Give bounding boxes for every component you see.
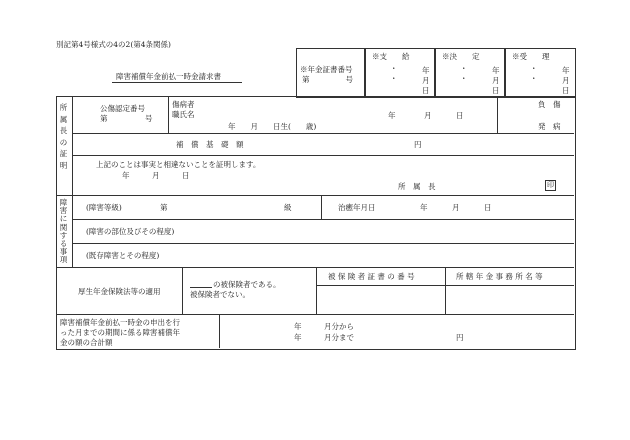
director-seal: 印 [547, 181, 554, 189]
decision-day: 日 [492, 86, 500, 95]
injury-label: 負 傷 [538, 100, 561, 109]
cert-date: 年 月 日 [122, 171, 190, 180]
form-title: 障害補償年金前払一時金請求書 [116, 72, 221, 81]
vline-injury [497, 96, 498, 133]
vline-total [219, 314, 220, 348]
receipt-year: 年 [562, 66, 570, 75]
title-underline [112, 82, 242, 83]
pension-office-header: 所 轄 年 金 事 務 所 名 等 [456, 272, 543, 281]
decision-dot-2: ・ [460, 74, 468, 83]
divider-grade-bottom [72, 219, 574, 220]
injury-month: 月 [424, 111, 432, 120]
pension-cert-no-label: ※年金証書番号 [300, 65, 353, 74]
vline-insured-cert [316, 267, 317, 314]
receipt-dot-2: ・ [530, 74, 538, 83]
total-label-line2: った月までの期間に係る障害補償年 [60, 328, 180, 337]
total-from-month: 月分から [324, 322, 354, 331]
divider-compensation-bottom [72, 155, 574, 156]
total-label-line1: 障害補償年金前払一時金の申出を行 [60, 318, 180, 327]
divider-disability-pension [56, 267, 574, 268]
grade-dai: 第 [160, 203, 168, 212]
vline-pension-law [182, 267, 183, 314]
compensation-yen: 円 [414, 140, 422, 149]
grade-kyu: 級 [284, 203, 292, 212]
vline-cert-no [168, 96, 169, 133]
payment-dot: ・ [390, 64, 398, 73]
decision-label: ※決 定 [442, 52, 480, 61]
total-to-month: 月分まで [324, 333, 354, 342]
total-yen: 円 [456, 333, 464, 342]
receipt-day: 日 [562, 86, 570, 95]
existing-disability-label: (既存障害とその程度) [86, 251, 160, 260]
divider-pension-total [56, 314, 574, 315]
cert-statement: 上記のことは事実と相違ないことを証明します。 [96, 160, 261, 169]
insured-no-text: 被保険者でない。 [190, 290, 250, 299]
vline-cured-date [321, 195, 322, 219]
pension-law-label: 厚生年金保険法等の適用 [78, 287, 161, 296]
director-section-label: 所 属 長 の 証 明 [59, 103, 68, 170]
cured-month: 月 [452, 203, 460, 212]
injury-day: 日 [456, 111, 464, 120]
birth-date-field[interactable]: 年 月 日生( 歳) [228, 122, 317, 131]
form-number: 別記第4号様式の4の2(第4条関係) [56, 40, 171, 49]
receipt-month: 月 [562, 76, 570, 85]
compensation-base-label: 補 償 基 礎 額 [176, 140, 244, 149]
divider-director-disability [56, 195, 574, 196]
vline-section-labels [72, 96, 73, 267]
receipt-dot: ・ [530, 64, 538, 73]
decision-month: 月 [492, 76, 500, 85]
decision-dot: ・ [460, 64, 468, 73]
cert-no-no-label: 第 号 [100, 114, 153, 123]
payment-month: 月 [422, 76, 430, 85]
director-title: 所 属 長 [398, 182, 436, 191]
payment-label: ※支 給 [372, 52, 410, 61]
injury-year: 年 [388, 111, 396, 120]
disability-part-label: (障害の部位及びその程度) [86, 227, 175, 236]
vline-office [445, 267, 446, 314]
disability-section-label: 障 害 に 関 す る 事 項 [59, 198, 68, 265]
payment-day: 日 [422, 86, 430, 95]
insured-yes-text: の被保険者である。 [213, 280, 281, 289]
total-label-line3: 金の額の合計額 [60, 338, 113, 347]
divider-compensation-top [72, 133, 574, 134]
pension-cert-no-no-label: 第 号 [302, 75, 353, 84]
payment-year: 年 [422, 66, 430, 75]
insured-cert-header: 被 保 険 者 証 書 の 番 号 [328, 272, 415, 281]
receipt-label: ※受 理 [512, 52, 550, 61]
cured-year: 年 [420, 203, 428, 212]
name-label: 職氏名 [172, 110, 195, 119]
payment-dot-2: ・ [390, 74, 398, 83]
patient-label: 傷病者 [172, 100, 195, 109]
grade-label: (障害等級) [86, 203, 122, 212]
decision-year: 年 [492, 66, 500, 75]
cured-day: 日 [484, 203, 492, 212]
divider-part-bottom [72, 243, 574, 244]
cured-date-label: 治癒年月日 [338, 203, 376, 212]
total-to-year: 年 [294, 333, 302, 342]
onset-label: 発 病 [538, 122, 561, 131]
insurance-type-blank[interactable] [190, 287, 212, 288]
total-from-year: 年 [294, 322, 302, 331]
cert-no-label: 公傷認定番号 [100, 104, 145, 113]
